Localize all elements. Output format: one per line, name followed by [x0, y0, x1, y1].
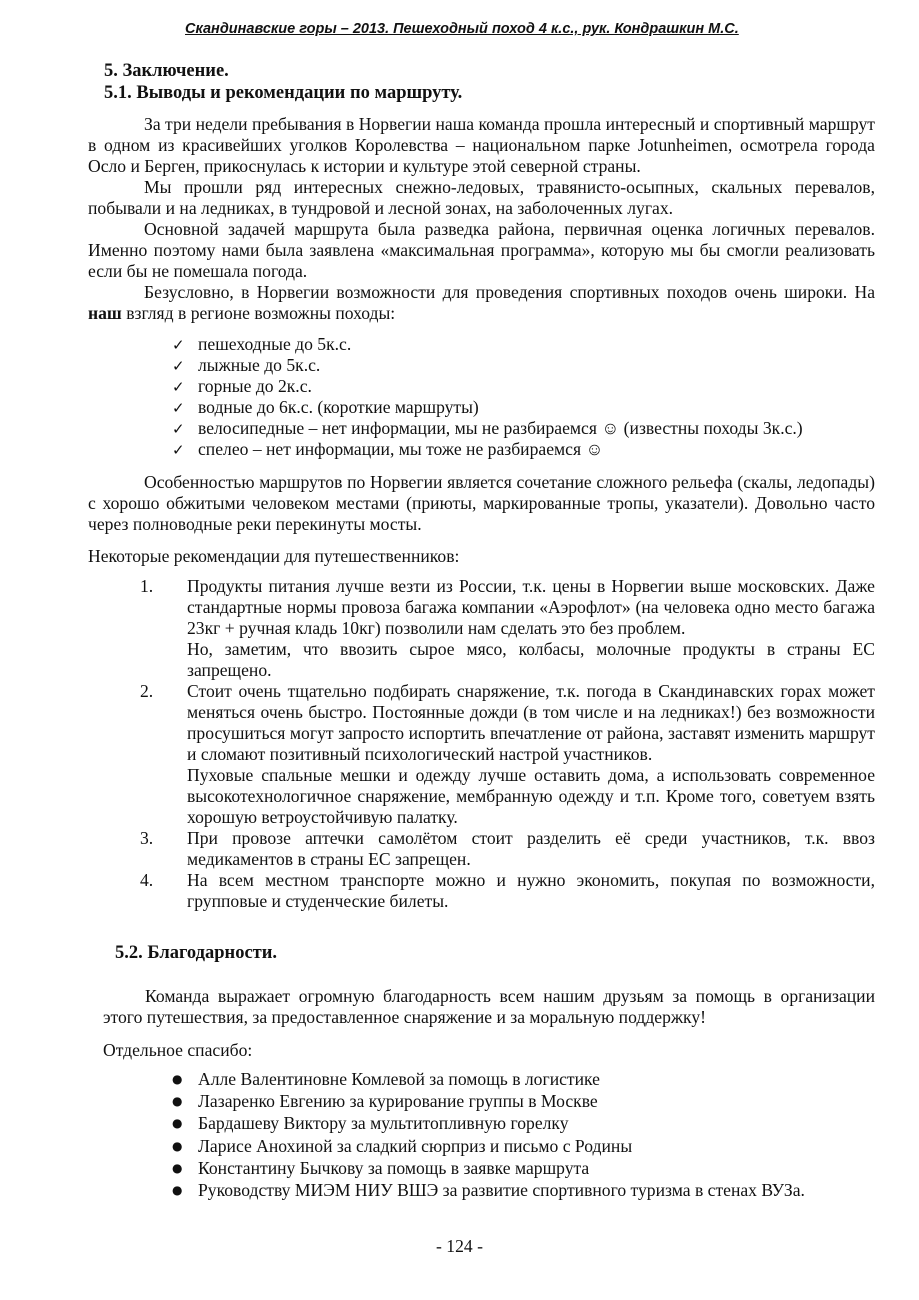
- list-item-text: Лазаренко Евгению за курирование группы в Москве: [198, 1091, 598, 1112]
- paragraph-text: Безусловно, в Норвегии возможности для проведения спортивных походов очень широки.: [144, 282, 848, 302]
- recommendation-text: На всем местном транспорте можно и нужно экономить, покупая по возможности, групповые и студенческие билеты.: [187, 870, 875, 911]
- recommendation-item: [140, 870, 875, 912]
- list-item: [172, 1136, 805, 1158]
- list-item-text: Константину Бычкову за помощь в заявке маршрута: [198, 1157, 590, 1178]
- list-item: [172, 1069, 805, 1091]
- section-title: 5. Заключение.: [104, 61, 229, 81]
- recommendation-item: [140, 828, 875, 870]
- check-icon: ✓: [172, 420, 185, 438]
- list-number: 1.: [140, 576, 154, 596]
- list-number: 3.: [140, 828, 154, 848]
- page-number: - 124 -: [436, 1236, 483, 1256]
- checklist-item-text: спелео – нет информации, мы тоже не разбираемся ☺: [198, 439, 604, 459]
- checklist-item: [172, 334, 803, 355]
- paragraph-text: На: [854, 282, 875, 302]
- bullet-icon: ●: [172, 1182, 183, 1197]
- bullet-icon: ●: [172, 1138, 183, 1153]
- list-number: 4.: [140, 870, 154, 890]
- recommendation-item: [140, 681, 875, 828]
- paragraph-text: Мы прошли ряд интересных снежно-ледовых, травянисто-осыпных, скальных перевалов, побывали и на ледниках, в тундровой и лесной зонах, на заболоченных лугах.: [88, 177, 875, 218]
- paragraph-text: взгляд в регионе возможны походы:: [121, 303, 396, 323]
- bullet-icon: ●: [172, 1072, 183, 1086]
- bullet-icon: ●: [172, 1160, 183, 1175]
- list-number: 2.: [140, 681, 154, 701]
- recommendation-note: Пуховые спальные мешки и одежду лучше оставить дома, а использовать современное высокотехнологичное снаряжение, мембранную одежду и т.п. Кроме того, советуем взять хорошую ветроустойчивую палатку.: [187, 765, 875, 827]
- check-icon: ✓: [172, 399, 185, 417]
- check-icon: ✓: [172, 336, 185, 354]
- thanks-list: [172, 1069, 805, 1202]
- recommendation-item: [140, 576, 875, 681]
- list-item-text: Бардашеву Виктору за мультитопливную горелку: [198, 1113, 569, 1134]
- list-item: [172, 1158, 805, 1180]
- emphasis-text: наш: [88, 303, 122, 323]
- recommendations-intro: Некоторые рекомендации для путешественников:: [88, 546, 460, 566]
- list-item-text: Руководству МИЭМ НИУ ВШЭ за развитие спортивного туризма в стенах ВУЗа.: [198, 1179, 805, 1200]
- recommendation-text: Продукты питания лучше везти из России, т.к. цены в Норвегии выше московских. Даже стандартные нормы провоза багажа компании «Аэрофлот» (на человека одно место багажа 23кг + ручная кладь 10кг) позволили нам сделать это без проблем.: [187, 576, 875, 638]
- checklist-item-text: водные до 6к.с. (короткие маршруты): [198, 397, 479, 417]
- checklist-item-text: пешеходные до 5к.с.: [198, 334, 352, 354]
- thanks-intro: Отдельное спасибо:: [103, 1040, 253, 1060]
- paragraph-goal: [88, 219, 875, 282]
- list-item-text: Алле Валентиновне Комлевой за помощь в логистике: [198, 1069, 600, 1089]
- paragraph-text: Особенностью маршрутов по Норвегии является сочетание сложного рельефа (скалы, ледопады) с хорошо обжитыми человеком местами (приюты, маркированные тропы, указатели). Довольно часто через полноводные реки перекинуты мосты.: [88, 472, 875, 534]
- list-item: [172, 1180, 805, 1202]
- paragraph-summary: [88, 114, 875, 177]
- recommendation-text: Стоит очень тщательно подбирать снаряжение, т.к. погода в Скандинавских горах может меняться очень быстро. Постоянные дожди (в том числе и на ледниках!) без возможности просушиться могут запросто испортить впечатление от района, заставят изменить маршрут и сломают позитивный психологический настрой участников.: [187, 681, 875, 764]
- trip-types-checklist: [172, 334, 803, 460]
- check-icon: ✓: [172, 357, 185, 375]
- list-item: [172, 1091, 805, 1113]
- running-header: Скандинавские горы – 2013. Пешеходный поход 4 к.с., рук. Кондрашкин М.С.: [185, 21, 739, 37]
- subsection-title: 5.1. Выводы и рекомендации по маршруту.: [104, 83, 463, 103]
- checklist-item-text: лыжные до 5к.с.: [198, 355, 321, 375]
- paragraph-text: За три недели пребывания в Норвегии наша команда прошла интересный и спортивный маршрут в одном из красивейших уголков Королевства – национальном парке Jotunheimen, осмотрела города Осло и Берген, прикоснулась к истории и культуре этой северной страны.: [88, 114, 875, 176]
- list-item-text: Ларисе Анохиной за сладкий сюрприз и письмо с Родины: [198, 1135, 633, 1156]
- check-icon: ✓: [172, 441, 185, 459]
- bullet-icon: ●: [172, 1094, 183, 1109]
- recommendation-note: Но, заметим, что ввозить сырое мясо, колбасы, молочные продукты в страны ЕС запрещено.: [187, 639, 875, 680]
- checklist-item: [172, 439, 803, 460]
- checklist-item: [172, 376, 803, 397]
- paragraph-passes: [88, 177, 875, 219]
- list-item: [172, 1113, 805, 1135]
- paragraph-text: Основной задачей маршрута была разведка района, первичная оценка логичных перевалов. Именно поэтому нами была заявлена «максимальная программа», которую мы бы смогли реализовать если бы не помешала погода.: [88, 219, 875, 281]
- paragraph-thanks: [103, 986, 875, 1028]
- checklist-item-text: горные до 2к.с.: [198, 376, 312, 396]
- paragraph-possibilities: [88, 282, 875, 324]
- recommendations-list: [140, 576, 875, 912]
- checklist-item-text: велосипедные – нет информации, мы не разбираемся ☺ (известны походы 3к.с.): [198, 418, 803, 438]
- paragraph-features: [88, 472, 875, 535]
- paragraph-text: Команда выражает огромную благодарность всем нашим друзьям за помощь в организации этого путешествия, за предоставленное снаряжение и за моральную поддержку!: [103, 986, 875, 1027]
- bullet-icon: ●: [172, 1116, 183, 1131]
- checklist-item: [172, 355, 803, 376]
- recommendation-text: При провозе аптечки самолётом стоит разделить её среди участников, т.к. ввоз медикаментов в страны ЕС запрещен.: [187, 828, 875, 869]
- thanks-section-title: 5.2. Благодарности.: [115, 943, 278, 963]
- check-icon: ✓: [172, 378, 185, 396]
- checklist-item: [172, 397, 803, 418]
- checklist-item: [172, 418, 803, 439]
